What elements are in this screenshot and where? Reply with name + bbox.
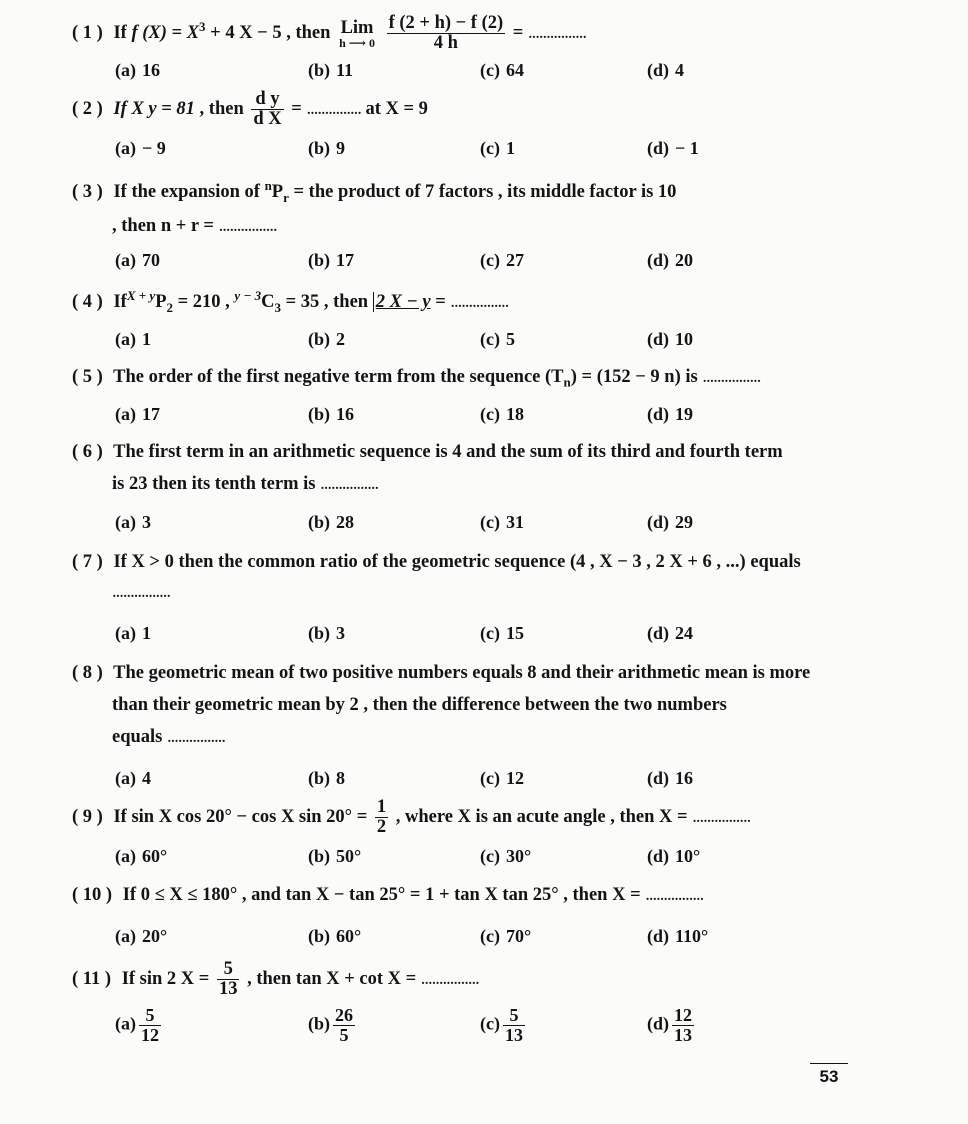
choice-b[interactable]: (b) 16 (308, 404, 354, 424)
question-number: ( 4 ) (72, 292, 103, 313)
choice-a[interactable]: (a) 4 (115, 768, 151, 788)
answer-blank: ................ (645, 885, 704, 905)
answer-blank: ................ (702, 367, 761, 387)
choices-11 (115, 1006, 835, 1046)
choice-a[interactable]: (a) 70 (115, 250, 160, 270)
choices-9 (115, 846, 835, 872)
answer-blank: ................ (320, 474, 379, 495)
choices-8 (115, 768, 835, 794)
question-7: ( 7 ) If X > 0 then the common ratio of the geometric sequence (4 , X − 3 , 2 X + 6 , ...) equals ................ (72, 552, 801, 603)
choice-d[interactable]: (d) 24 (647, 623, 693, 643)
choice-c[interactable]: (c) 18 (480, 404, 524, 424)
choices-5 (115, 404, 835, 430)
choice-d[interactable]: (d) 4 (647, 60, 684, 80)
choice-a[interactable]: (a) 20° (115, 926, 168, 946)
choices-1 (115, 60, 835, 86)
answer-blank: ................ (218, 216, 277, 237)
question-10: ( 10 ) If 0 ≤ X ≤ 180° , and tan X − tan 25° = 1 + tan X tan 25° , then X = ................ (72, 885, 704, 905)
choice-c[interactable]: (c) 15 (480, 623, 524, 643)
question-number: ( 7 ) (72, 552, 103, 572)
choice-b[interactable]: (b) 9 (308, 138, 345, 158)
question-number: ( 2 ) (72, 99, 103, 120)
question-2: ( 2 ) If X y = 81 , then $\frac{\text{d y}}{\text{d X}}$ = ............... at X = 9 (72, 89, 428, 130)
question-4: ( 4 ) $If^{X + y}P_2 = 210$ , $^{y - 3}C_3 = 35$ , then 2 X − y = ................ (72, 288, 509, 315)
answer-blank: ................ (527, 23, 586, 44)
choice-b[interactable]: (b) 28 (308, 512, 354, 532)
question-number: ( 3 ) (72, 182, 103, 203)
choice-c[interactable]: (c) 12 (480, 768, 524, 788)
choice-d[interactable]: (d) 20 (647, 250, 693, 270)
choice-c[interactable]: (c) 70° (480, 926, 532, 946)
page-number: 53 (810, 1063, 848, 1087)
fraction: $\frac{\text{d y}}{\text{d X}}$ (253, 89, 282, 130)
choice-d[interactable]: (d) 29 (647, 512, 693, 532)
choices-3 (115, 250, 835, 276)
choice-b[interactable]: (b) 8 (308, 768, 345, 788)
choice-a[interactable]: (a) 60° (115, 846, 168, 866)
choice-a[interactable]: (a) 1 (115, 329, 151, 349)
fraction: $\frac{f (2 + h) - f (2)}{4 h}$ (388, 13, 504, 54)
choice-b[interactable]: (b) 17 (308, 250, 354, 270)
question-number: ( 6 ) (72, 442, 103, 462)
choices-10 (115, 926, 835, 952)
choice-a[interactable]: (a) 17 (115, 404, 160, 424)
limit-expression: Lim h ⟶ 0 (339, 17, 375, 51)
answer-blank: ................ (167, 727, 226, 748)
choices-2 (115, 138, 835, 164)
choices-4 (115, 329, 835, 355)
question-number: ( 8 ) (72, 663, 103, 683)
choice-b[interactable]: (b) $\frac{26}{5}$ (308, 1005, 353, 1045)
question-number: ( 10 ) (72, 885, 113, 905)
choice-c[interactable]: (c) 5 (480, 329, 515, 349)
choice-b[interactable]: (b) 60° (308, 926, 362, 946)
fraction: $\frac{5}{13}$ (218, 959, 238, 1000)
choice-d[interactable]: (d) − 1 (647, 138, 699, 158)
answer-blank: ............... (306, 99, 361, 120)
question-8: ( 8 ) The geometric mean of two positive numbers equals 8 and their arithmetic mean is more than their geometric mean by 2 , then the difference between the two numbers equals ................ (72, 663, 811, 748)
answer-blank: ................ (450, 292, 509, 313)
question-number: ( 11 ) (72, 969, 112, 990)
choice-b[interactable]: (b) 11 (308, 60, 354, 80)
choice-c[interactable]: (c) 64 (480, 60, 524, 80)
question-number: ( 9 ) (72, 807, 103, 828)
choice-c[interactable]: (c) 31 (480, 512, 524, 532)
question-9: ( 9 ) If sin X cos 20° − cos X sin 20° = $\frac{1}{2}$ , where X is an acute angle , then X = ................ (72, 797, 751, 838)
fraction: $\frac{1}{2}$ (376, 797, 387, 838)
factorial-expression: 2 X − y (373, 292, 431, 312)
question-1: ( 1 ) If f $(X) = X^3 + 4$ X − 5 , then Lim h ⟶ 0 $\frac{f (2 + h) - f (2)}{4 h}$ = ................ (72, 13, 586, 54)
choice-d[interactable]: (d) $\frac{12}{13}$ (647, 1005, 692, 1045)
choice-c[interactable]: (c) 27 (480, 250, 524, 270)
choice-a[interactable]: (a) 1 (115, 623, 151, 643)
choice-d[interactable]: (d) 16 (647, 768, 693, 788)
choice-b[interactable]: (b) 50° (308, 846, 362, 866)
question-number: ( 1 ) (72, 23, 103, 44)
question-6: ( 6 ) The first term in an arithmetic sequence is 4 and the sum of its third and fourth term is 23 then its tenth term is ................ (72, 442, 783, 495)
choice-a[interactable]: (a) 16 (115, 60, 160, 80)
choice-c[interactable]: (c) 30° (480, 846, 532, 866)
question-5: ( 5 ) The order of the first negative term from the sequence $(T_n) = (152 - 9$ n) is ................ (72, 367, 761, 390)
answer-blank: ................ (692, 807, 751, 828)
question-number: ( 5 ) (72, 367, 103, 387)
choice-d[interactable]: (d) 10 (647, 329, 693, 349)
choice-b[interactable]: (b) 2 (308, 329, 345, 349)
choice-d[interactable]: (d) 10° (647, 846, 701, 866)
choice-a[interactable]: (a) $\frac{5}{12}$ (115, 1005, 159, 1045)
choice-d[interactable]: (d) 19 (647, 404, 693, 424)
choice-b[interactable]: (b) 3 (308, 623, 345, 643)
choices-6 (115, 512, 835, 538)
answer-blank: ................ (420, 969, 479, 990)
choices-7 (115, 623, 835, 649)
question-11: ( 11 ) If sin 2 X = $\frac{5}{13}$ , then tan X + cot X = ................ (72, 959, 479, 1000)
question-3: ( 3 ) If the expansion of $^nP_r$ = the product of 7 factors , its middle factor is 10 , then n + r = ................ (72, 178, 677, 237)
answer-blank: ................ (112, 582, 170, 603)
choice-d[interactable]: (d) 110° (647, 926, 709, 946)
choice-c[interactable]: (c) $\frac{5}{13}$ (480, 1005, 523, 1045)
choice-a[interactable]: (a) − 9 (115, 138, 166, 158)
choice-c[interactable]: (c) 1 (480, 138, 515, 158)
choice-a[interactable]: (a) 3 (115, 512, 151, 532)
